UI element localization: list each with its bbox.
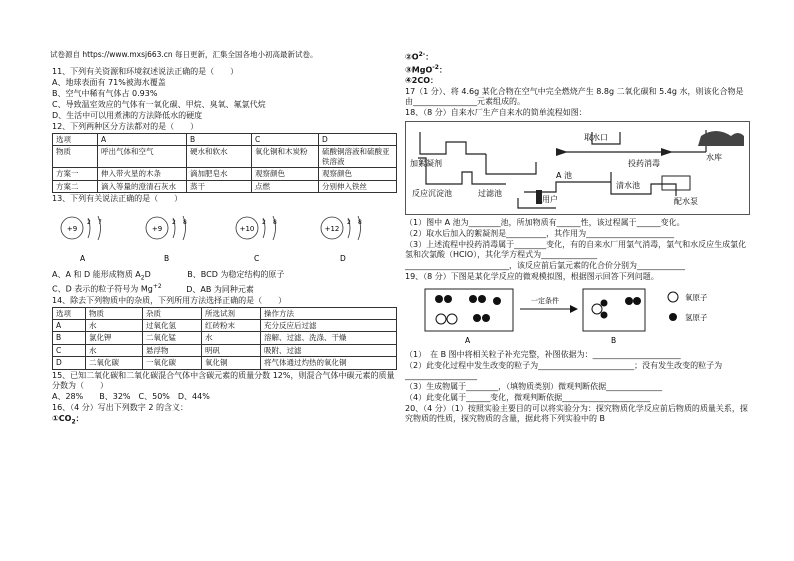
table-cell: 物质	[53, 146, 98, 168]
table-cell: 水	[86, 344, 143, 356]
q19-question-2: （2）此变化过程中发生改变的粒子为________________________；没有发生改变的粒子为__________________	[405, 361, 723, 381]
table-cell: 蒸干	[187, 180, 252, 192]
q13-options-row2	[52, 283, 397, 295]
flow-label-pump: 配水泵	[674, 197, 698, 207]
q19-stem: 19、（8 分）下图是某化学反应的微观模拟图，根据图示回答下列问题。	[405, 272, 659, 282]
atom-label: B	[164, 253, 170, 263]
table-row	[53, 357, 397, 369]
atom-diagrams-svg	[52, 206, 397, 268]
q20-text: 20、（4 分）（1）按照实验主要目的可以将实验分为：探究物质化学反应前后物质的质量关系，探究物质的性质，探究物质的含量，据此将下列实验中的 B	[405, 404, 748, 424]
table-cell: C	[53, 344, 86, 356]
table-row	[53, 307, 397, 319]
table-cell: 悬浮物	[143, 344, 202, 356]
svg-text:8: 8	[358, 218, 362, 226]
nucleus-label: +9	[66, 224, 78, 233]
table-cell: 操作方法	[261, 307, 397, 319]
svg-text:2: 2	[87, 218, 91, 226]
table-row	[53, 332, 397, 344]
table-cell: B	[187, 134, 252, 146]
q16-item-2-tail: ：	[425, 52, 434, 62]
table-cell: 明矾	[202, 344, 261, 356]
legend-oxygen: 氧原子	[685, 293, 708, 303]
subscript: 2	[71, 418, 76, 426]
svg-text:7: 7	[98, 218, 102, 226]
svg-text:8: 8	[183, 218, 187, 226]
water-treatment-flowchart	[405, 121, 750, 215]
flow-label-intake: 取水口	[584, 133, 608, 143]
atom-diagram-b	[146, 216, 187, 263]
q18-stem: 18、（8 分）自来水厂生产自来水的简单流程如图：	[405, 108, 587, 118]
nucleus-label: +12	[324, 224, 340, 233]
q11-option-b: B、空气中稀有气体占 0.93%	[52, 89, 158, 98]
q12-table	[52, 133, 397, 193]
table-cell: 所选试剂	[202, 307, 261, 319]
q16-item-1-text: ①CO	[52, 413, 72, 423]
q16-item-2	[405, 51, 750, 63]
table-cell: 伸入带火星的木条	[98, 168, 187, 180]
table-cell: 选项	[53, 307, 86, 319]
table-cell: 氧化铜	[202, 357, 261, 369]
q13-option-b: B、BCD 为稳定结构的原子	[187, 269, 285, 279]
q16-item-3	[405, 64, 750, 76]
svg-text:2: 2	[262, 218, 266, 226]
atom-diagram-c	[236, 216, 277, 263]
table-cell: 一氧化碳	[143, 357, 202, 369]
table-cell: 选项	[53, 134, 98, 146]
right-column	[405, 50, 750, 425]
table-cell: D	[53, 357, 86, 369]
table-cell: B	[53, 332, 86, 344]
superscript: -2	[432, 63, 439, 71]
flow-label-flocculant: 加絮凝剂	[410, 159, 442, 169]
q16-item-1-tail: ：	[75, 413, 84, 423]
q19-question-4: （4）此变化属于______变化，微观判断依据______________________	[405, 393, 651, 403]
flow-label-disinfect: 投药消毒	[628, 159, 660, 169]
source-header: 试卷源自 https://www.mxsj663.cn 每日更新，汇集全国各地小初高最新试卷。	[50, 50, 318, 59]
atom-label: A	[80, 253, 86, 263]
q18-question-1: （1）图中 A 池为________池，所加物质有______性，该过程属于______变化。	[405, 218, 685, 228]
table-cell: 硬水和软水	[187, 146, 252, 168]
table-cell: 分别伸入铁丝	[319, 180, 397, 192]
svg-text:2: 2	[172, 218, 176, 226]
table-cell: 观察颜色	[252, 168, 319, 180]
flow-label-user: 用户	[542, 195, 558, 205]
table-cell: 将气体通过灼热的氧化铜	[261, 357, 397, 369]
table-cell: 方案一	[53, 168, 98, 180]
arrow-label: 一定条件	[531, 297, 559, 306]
q18-question-2: （2）取水后加入的絮凝剂是__________，其作用为______________________	[405, 229, 675, 239]
q17-text: 17（1 分）、将 4.6g 某化合物在空气中完全燃烧产生 8.8g 二氧化碳和 5.4g 水，则该化合物是由________________元素组成的。	[405, 87, 744, 107]
flowchart-svg	[406, 122, 749, 212]
svg-text:2: 2	[347, 218, 351, 226]
flow-label-clear-pool: 清水池	[616, 181, 640, 191]
q13-option-a: A、A 和 D 能形成物质 A	[52, 269, 141, 279]
table-cell: 杂质	[143, 307, 202, 319]
table-cell: 充分反应后过滤	[261, 320, 397, 332]
table-row	[53, 134, 397, 146]
q13-stem: 13、下列有关说法正确的是（ ）	[52, 193, 183, 203]
atom-label: C	[254, 253, 260, 263]
table-row	[53, 320, 397, 332]
q13-option-d: D、AB 为同种元素	[186, 284, 254, 294]
svg-text:8: 8	[273, 218, 277, 226]
q18-question-3-cont: __________________________，该反应前后氯元素的化合价分别为____________	[405, 261, 685, 271]
table-cell: 滴入等量的澄清石灰水	[98, 180, 187, 192]
flow-label-pool-a: A 池	[556, 171, 573, 181]
q19-question-1: （1） 在 B 图中将相关粒子补充完整，补图依据为：______________________	[405, 350, 681, 360]
flow-label-filter: 过滤池	[478, 189, 502, 199]
table-cell: 溶解、过滤、洗涤、干燥	[261, 332, 397, 344]
nucleus-label: +9	[151, 224, 163, 233]
table-cell: 硫酸铜溶液和硫酸亚铁溶液	[319, 146, 397, 168]
q14-table	[52, 307, 397, 370]
model-label-a: A	[465, 336, 471, 346]
q13-options-row1	[52, 270, 397, 282]
table-cell: D	[319, 134, 397, 146]
q15-options: A、28% B、32% C、50% D、44%	[52, 391, 210, 401]
table-row	[53, 168, 397, 180]
q16-item-3-text: ③MgO	[405, 65, 433, 75]
table-cell: 水	[86, 320, 143, 332]
atom-diagram-d	[321, 216, 362, 263]
q15-stem: 15、已知二氧化碳和二氧化碳混合气体中含碳元素的质量分数 12%，则混合气体中碳元素的质量分数为（ ）	[52, 370, 395, 390]
atom-structure-diagrams	[52, 206, 397, 268]
atom-diagram-a	[61, 216, 102, 263]
q19-question-3: （3）生成物属于________，（填物质类别）微观判断依据______________	[405, 382, 663, 392]
reaction-model-svg	[405, 285, 750, 347]
table-cell: 二氧化锰	[143, 332, 202, 344]
q11-option-d: D、生活中可以用煮沸的方法降低水的硬度	[52, 111, 203, 120]
table-cell: 方案二	[53, 180, 98, 192]
q11-option-a: A、地球表面有 71%被海水覆盖	[52, 78, 166, 87]
superscript: +2	[152, 282, 162, 290]
table-cell: 呼出气体和空气	[98, 146, 187, 168]
table-cell: 物质	[86, 307, 143, 319]
q11-option-c: C、导致温室效应的气体有一氧化碳、甲烷、臭氧、氟氯代烷	[52, 100, 266, 109]
table-cell: 吸附、过滤	[261, 344, 397, 356]
table-cell: A	[53, 320, 86, 332]
table-cell: 氯化钾	[86, 332, 143, 344]
superscript: 2-	[418, 51, 426, 58]
q12-stem: 12、下列两种区分方法都对的是（ ）	[52, 122, 199, 131]
oxygen-atom-icon	[668, 292, 678, 302]
table-row	[53, 146, 397, 168]
table-cell: 红砖粉末	[202, 320, 261, 332]
q13-option-c: C、D 表示的粒子符号为 Mg	[52, 284, 153, 294]
model-label-b: B	[611, 336, 617, 346]
q14-stem: 14、除去下列物质中的杂质，下列所用方法选择正确的是（ ）	[52, 295, 287, 305]
table-cell: 观察颜色	[319, 168, 397, 180]
table-cell: 水	[202, 332, 261, 344]
table-cell: 二氧化碳	[86, 357, 143, 369]
table-cell: 过氧化氢	[143, 320, 202, 332]
q16-item-1	[52, 414, 397, 426]
flow-label-sedimentation: 反应沉淀池	[412, 189, 452, 199]
flow-label-reservoir: 水库	[706, 153, 722, 163]
table-row	[53, 344, 397, 356]
q13-option-a-tail: D	[144, 269, 151, 279]
q16-item-4: ④2CO：	[405, 76, 439, 86]
hydrogen-atom-icon	[669, 313, 677, 321]
q11-stem: 11、下列有关资源和环境叙述说法正确的是（ ）	[52, 67, 239, 76]
atom-label: D	[340, 253, 346, 263]
table-cell: A	[98, 134, 187, 146]
subscript: 2	[140, 274, 145, 282]
table-row	[53, 180, 397, 192]
q16-item-3-tail: ：	[438, 65, 447, 75]
left-column	[52, 66, 397, 427]
table-cell: 滴加肥皂水	[187, 168, 252, 180]
q18-question-3: （3）上述流程中投药消毒属于________变化，有的自来水厂用氯气消毒，氯气和水反应生成氯化氢和次氯酸（HClO），其化学方程式为______________	[405, 240, 747, 260]
legend-hydrogen: 氢原子	[685, 313, 708, 323]
table-cell: 点燃	[252, 180, 319, 192]
q16-item-2-text: ②O	[405, 52, 419, 62]
reaction-model-diagram	[405, 285, 750, 347]
table-cell: C	[252, 134, 319, 146]
q16-stem: 16、（4 分）写出下列数字 2 的含义：	[52, 402, 188, 412]
nucleus-label: +10	[239, 224, 255, 233]
table-cell: 氧化铜和木炭粉	[252, 146, 319, 168]
